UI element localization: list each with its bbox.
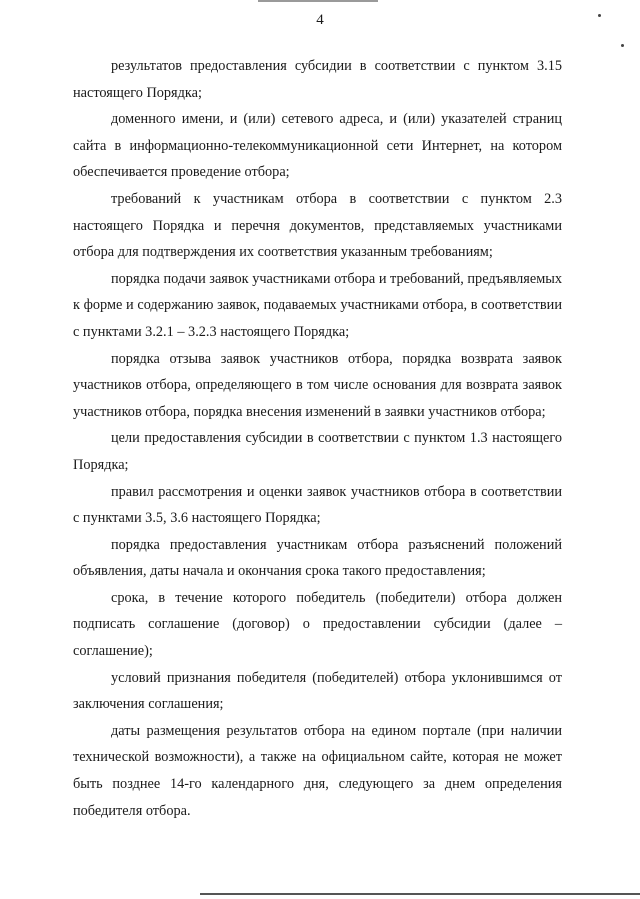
bottom-scan-line [200, 893, 640, 895]
paragraph: порядка предоставления участникам отбора разъяснений положений объявления, даты начала и окончания срока такого предоставления; [73, 536, 562, 580]
paragraph: требований к участникам отбора в соответствии с пунктом 2.3 настоящего Порядка и перечня документов, представляемых участниками отбора для подтверждения их соответствия указанным требованиям; [73, 190, 562, 261]
paragraph: результатов предоставления субсидии в соответствии с пунктом 3.15 настоящего Порядка; [73, 58, 562, 101]
page-number: 4 [316, 12, 324, 28]
paragraph: срока, в течение которого победитель (победители) отбора должен подписать соглашение (договор) о предоставлении субсидии (далее – соглашение); [73, 589, 562, 660]
paragraph: порядка отзыва заявок участников отбора, порядка возврата заявок участников отбора, определяющего в том числе основания для возврата заявок участников отбора, порядка внесения изменений в заявки участников отбора; [73, 350, 562, 420]
paragraph: порядка подачи заявок участниками отбора и требований, предъявляемых к форме и содержанию заявок, подаваемых участниками отбора, в соответствии с пунктами 3.2.1 – 3.2.3 настоящего Порядка; [73, 270, 563, 340]
body-text [73, 53, 562, 824]
top-scan-line [258, 0, 378, 2]
scan-speck [621, 44, 624, 47]
paragraph: даты размещения результатов отбора на едином портале (при наличии технической возможности), а также на официальном сайте, которая не может быть позднее 14-го календарного дня, следующего за днем определения победителя отбора. [73, 722, 562, 819]
paragraph: цели предоставления субсидии в соответствии с пунктом 1.3 настоящего Порядка; [73, 430, 562, 473]
paragraph: правил рассмотрения и оценки заявок участников отбора в соответствии с пунктами 3.5, 3.6 настоящего Порядка; [73, 483, 562, 527]
paragraph: условий признания победителя (победителей) отбора уклонившимся от заключения соглашения; [73, 669, 562, 713]
paragraph: доменного имени, и (или) сетевого адреса, и (или) указателей страниц сайта в информационно-телекоммуникационной сети Интернет, на котором обеспечивается проведение отбора; [73, 111, 562, 181]
